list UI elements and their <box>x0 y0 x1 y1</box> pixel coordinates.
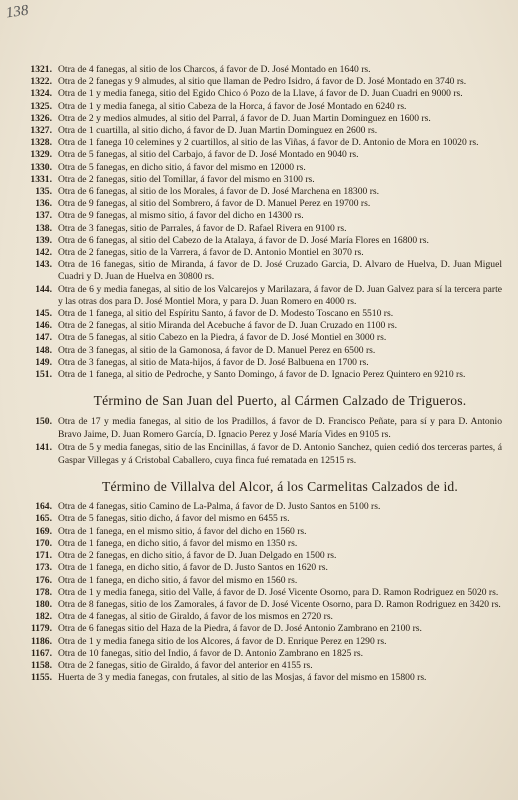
entry-number: 139. <box>35 234 52 246</box>
entry <box>30 88 502 100</box>
entry-text: Otra de 5 fanegas, al sitio Cabezo en la Piedra, á favor de D. José Montiel en 3000 rs. <box>58 332 387 344</box>
entry <box>35 415 502 441</box>
entry-number: 148. <box>35 344 52 356</box>
entry-text: Otra de 1 fanega, al sitio del Espíritu Santo, á favor de D. Modesto Toscano en 5510 rs. <box>58 308 394 320</box>
entry-text: Otra de 5 fanegas, sitio dicho, á favor del mismo en 6455 rs. <box>58 513 290 525</box>
entry-number: 151. <box>35 369 52 381</box>
entry-number: 165. <box>35 513 52 525</box>
entry-text: Otra de 1 y media fanega, al sitio Cabeza de la Horca, á favor de José Montado en 6240 rs. <box>58 100 407 112</box>
entry-text: Otra de 4 fanegas, al sitio de Giraldo, á favor de los mismos en 2720 rs. <box>58 611 333 623</box>
entry-text: Otra de 2 fanegas, sitio de Giraldo, á favor del anterior en 4155 rs. <box>58 659 313 671</box>
entry-number: 149. <box>35 356 52 368</box>
entry-number: 1186. <box>30 635 52 647</box>
entry <box>35 537 502 550</box>
entry-number: 138. <box>35 222 52 234</box>
entries-section-2 <box>35 415 502 467</box>
entry-text: Otra de 9 fanegas, al mismo sitio, á favor del dicho en 14300 rs. <box>58 210 304 222</box>
entry-number: 1329. <box>30 149 52 161</box>
entry-text: Otra de 2 fanegas, en dicho sitio, á favor de D. Juan Delgado en 1500 rs. <box>58 550 337 562</box>
document-body <box>30 64 502 684</box>
entry <box>35 283 502 308</box>
entry <box>35 320 502 332</box>
entry <box>35 344 502 357</box>
entry-number: 146. <box>35 320 52 332</box>
entry-number: 1325. <box>30 100 52 112</box>
entry-number: 1327. <box>30 125 52 137</box>
entry <box>35 501 502 513</box>
entry-number: 1331. <box>30 173 52 185</box>
entry-number: 178. <box>35 586 52 598</box>
entry-number: 1330. <box>30 161 52 173</box>
entry-text: Otra de 2 fanegas y 9 almudes, al sitio que llaman de Pedro Isidro, á favor de D. José Montado en 3740 rs. <box>58 76 467 88</box>
entry <box>30 623 502 635</box>
entry <box>35 525 502 538</box>
entry <box>30 659 502 672</box>
entry-text: Otra de 2 y medios almudes, al sitio del Parral, á favor de D. Juan Martin Dominguez en 1600 rs. <box>58 112 431 124</box>
entry-number: 182. <box>35 611 52 623</box>
entry-number: 135. <box>35 186 52 198</box>
entry-text: Huerta de 3 y media fanegas, con frutales, al sitio de las Mosjas, á favor del mismo en 15800 rs. <box>58 672 427 684</box>
entry <box>30 149 502 161</box>
entry-text: Otra de 5 fanegas, en dicho sitio, á favor del mismo en 12000 rs. <box>58 161 306 173</box>
entries-section-1 <box>30 64 502 381</box>
entry-text: Otra de 5 y media fanegas, sitio de las Encinillas, á favor de D. Antonio Sanchez, quien cedió dos terceras partes, á Gaspar Villegas y á Cristobal Caballero, cuya finca fué rematada en 12515 rs. <box>58 442 502 467</box>
entry-number: 171. <box>35 550 52 562</box>
entry-text: Otra de 1 fanega 10 celemines y 2 cuartillos, al sitio de las Viñas, á favor de D. Antonio de Mora en 10020 rs. <box>58 137 479 149</box>
entry-number: 169. <box>35 525 52 537</box>
entry <box>30 64 502 76</box>
entry <box>30 100 502 113</box>
entry-text: Otra de 5 fanegas, al sitio del Carbajo, á favor de D. José Montado en 9040 rs. <box>58 149 359 161</box>
entry-number: 147. <box>35 332 52 344</box>
folio-number: 138 <box>4 2 30 22</box>
entry-text: Otra de 1 y media fanega, sitio del Valle, á favor de D. José Vicente Osorno, para D. Ramon Rodriguez en 5020 rs. <box>58 586 499 598</box>
entry <box>30 672 502 684</box>
entry <box>35 308 502 320</box>
entry-number: 1321. <box>30 64 52 75</box>
entry-text: Otra de 8 fanegas, sitio de los Zamorales, á favor de D. José Vicente Osorno, para D. Ramon Rodriguez en 3420 rs. <box>58 598 501 610</box>
entry-text: Otra de 1 fanega, en el mismo sitio, á favor del dicho en 1560 rs. <box>58 525 307 537</box>
entry <box>35 598 502 611</box>
entry <box>35 186 502 198</box>
entry <box>30 647 502 660</box>
entry-number: 176. <box>35 574 52 586</box>
entry-number: 1158. <box>30 659 52 671</box>
entry-text: Otra de 1 fanega, al sitio de Pedroche, y Santo Domingo, á favor de D. Ignacio Perez Quintero en 9210 rs. <box>58 369 466 381</box>
entry-number: 170. <box>35 537 52 549</box>
entry-number: 164. <box>35 501 52 513</box>
entry <box>35 356 502 369</box>
entry <box>30 137 502 149</box>
entry-text: Otra de 2 fanegas, sitio del Tomillar, á favor del mismo en 3100 rs. <box>58 173 315 185</box>
entry <box>35 574 502 587</box>
entry <box>35 247 502 259</box>
entry-number: 1324. <box>30 88 52 100</box>
entry <box>35 222 502 235</box>
section-heading-san-juan: Término de San Juan del Puerto, al Cármen Calzado de Trigueros. <box>93 393 467 409</box>
entry <box>35 513 502 525</box>
entry-text: Otra de 2 fanegas, sitio de la Varrera, á favor de D. Antonio Montiel en 3070 rs. <box>58 247 364 259</box>
entry-text: Otra de 4 fanegas, al sitio de los Charcos, á favor de D. José Montado en 1640 rs. <box>58 64 371 75</box>
entry-number: 141. <box>35 442 52 454</box>
entry-text: Otra de 6 fanegas, al sitio del Cabezo de la Atalaya, á favor de D. José María Flores en 16800 rs. <box>58 234 429 246</box>
entry <box>30 76 502 88</box>
entry-number: 1322. <box>30 76 52 88</box>
entry-number: 143. <box>35 259 52 271</box>
entry-number: 1155. <box>30 672 52 684</box>
entry-text: Otra de 3 fanegas, sitio de Parrales, á favor de D. Rafael Rivera en 9100 rs. <box>58 222 347 234</box>
entry-number: 142. <box>35 247 52 259</box>
entry <box>35 259 502 283</box>
entry-number: 137. <box>35 210 52 222</box>
entry-text: Otra de 16 fanegas, sitio de Miranda, á favor de D. José Cruzado Garcia, D. Alvaro de Huelva, D. Juan Miguel Cuadri y D. Juan de Huelva en 30800 rs. <box>58 259 502 283</box>
entry-number: 150. <box>35 416 52 428</box>
entry <box>30 173 502 186</box>
entry <box>35 210 502 222</box>
entry-text: Otra de 1 fanega, en dicho sitio, á favor del mismo en 1560 rs. <box>58 574 298 586</box>
entry-text: Otra de 6 fanegas sitio del Haza de la Piedra, á favor de D. José Antonio Zambrano en 2100 rs. <box>58 623 422 635</box>
entry <box>35 234 502 247</box>
entry <box>30 125 502 137</box>
entry-text: Otra de 1 cuartilla, al sitio dicho, á favor de D. Juan Martin Dominguez en 2600 rs. <box>58 125 378 137</box>
entry <box>35 586 502 599</box>
entry <box>30 112 502 125</box>
section-heading-villalva: Término de Villalva del Alcor, á los Carmelitas Calzados de id. <box>101 479 459 495</box>
entry-number: 1328. <box>30 137 52 149</box>
entry-text: Otra de 17 y media fanegas, al sitio de los Pradillos, á favor de D. Francisco Peñate, para sí y para D. Antonio Bravo Jaime, D. Juan Romero García, D. Ignacio Perez y José María Vides en 9105 rs. <box>58 416 502 441</box>
entry-number: 1326. <box>30 112 52 124</box>
entry-number: 1179. <box>30 623 52 635</box>
entry-text: Otra de 1 fanega, en dicho sitio, á favor del mismo en 1350 rs. <box>58 537 298 549</box>
entry-text: Otra de 6 y media fanegas, al sitio de los Valcarejos y Marilazara, á favor de D. Juan Galvez para sí la tercera parte y las otras dos para D. José Montiel Mora, y para D. Juan Romero en 4000 rs. <box>58 283 502 307</box>
entry <box>35 198 502 210</box>
entry-number: 136. <box>35 198 52 210</box>
entry <box>35 441 502 467</box>
entry-text: Otra de 10 fanegas, sitio del Indio, á favor de D. Antonio Zambrano en 1825 rs. <box>58 647 364 659</box>
entry <box>35 562 502 574</box>
entry-number: 180. <box>35 598 52 610</box>
entry-number: 1167. <box>30 647 52 659</box>
entry-text: Otra de 9 fanegas, al sitio del Sombrero, á favor de D. Manuel Perez en 19700 rs. <box>58 198 371 210</box>
entry-text: Otra de 3 fanegas, al sitio de Mata-hijos, á favor de D. José Balbuena en 1700 rs. <box>58 356 369 368</box>
entry-text: Otra de 6 fanegas, al sitio de los Morales, á favor de D. José Marchena en 18300 rs. <box>58 186 380 198</box>
entry <box>35 550 502 562</box>
entry-number: 144. <box>35 283 52 295</box>
entry-text: Otra de 1 fanega, en dicho sitio, á favor de D. Justo Santos en 1620 rs. <box>58 562 328 574</box>
entry-number: 173. <box>35 562 52 574</box>
entry-text: Otra de 1 y media fanega, sitio del Egido Chico ó Pozo de la Llave, á favor de D. Juan Cuadri en 9000 rs. <box>58 88 463 100</box>
entries-section-3 <box>30 501 502 684</box>
entry-text: Otra de 4 fanegas, sitio Camino de La-Palma, á favor de D. Justo Santos en 5100 rs. <box>58 501 381 513</box>
entry <box>35 611 502 623</box>
entry <box>30 635 502 648</box>
entry-text: Otra de 3 fanegas, al sitio de la Gamonosa, á favor de D. Manuel Perez en 6500 rs. <box>58 344 376 356</box>
entry-text: Otra de 1 y media fanega sitio de los Alcores, á favor de D. Enrique Perez en 1290 rs. <box>58 635 387 647</box>
entry-text: Otra de 2 fanegas, al sitio Miranda del Acebuche á favor de D. Juan Cruzado en 1100 rs. <box>58 320 398 332</box>
entry <box>35 332 502 344</box>
entry <box>35 369 502 381</box>
entry <box>30 161 502 174</box>
entry-number: 145. <box>35 308 52 320</box>
